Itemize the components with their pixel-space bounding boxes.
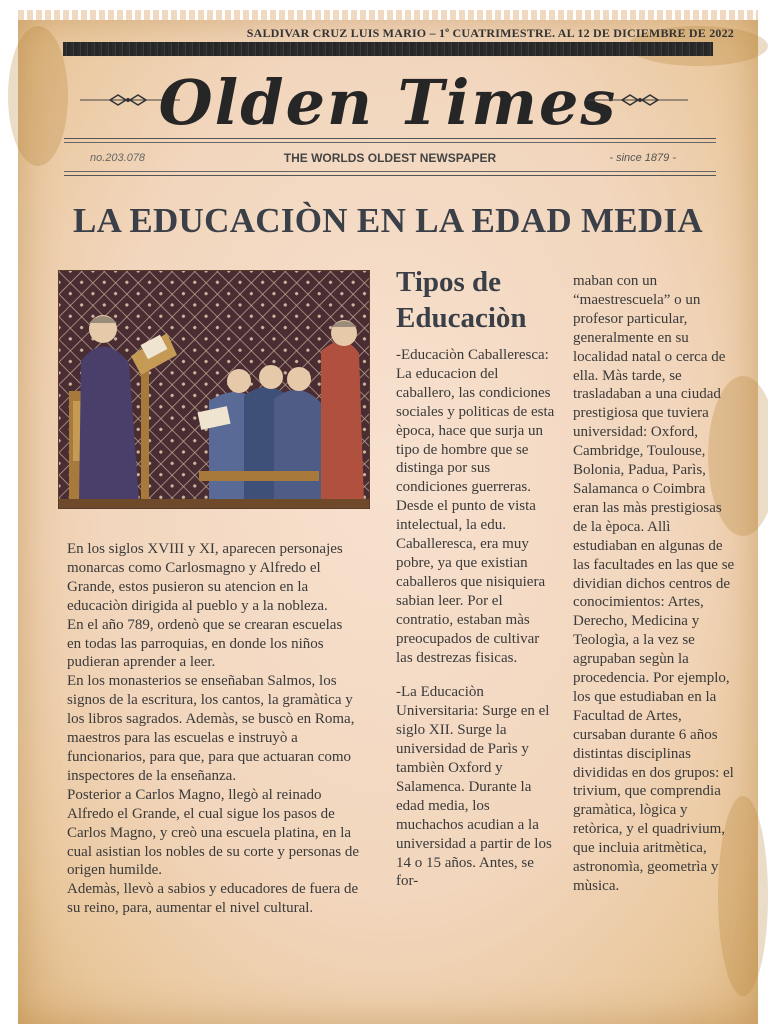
paragraph: En el año 789, ordenò que se crearan escuelas en todas las parroquias, en donde los niños pudieran aprender a leer. — [67, 616, 343, 671]
issue-number: no.203.078 — [90, 152, 146, 164]
article-headline: LA EDUCACIÒN EN LA EDAD MEDIA — [72, 201, 704, 240]
paragraph: En los siglos XVIII y XI, aparecen personajes monarcas como Carlosmagno y Alfredo el Grande, estos pusieron su atencion en la educaciòn dirigida al pueblo y a la nobleza. — [67, 541, 343, 614]
paragraph: Ademàs, llevò a sabios y educadores de fuera de su reino, para, aumentar el nivel cultural. — [67, 881, 359, 917]
masthead-bar — [63, 42, 713, 56]
masthead-title: Olden Times — [158, 66, 618, 139]
article-column-2 — [396, 346, 556, 891]
paragraph: -La Educaciòn Universitaria: Surge en el siglo XII. Surge la universidad de Parìs y tambièn Oxford y Salamenca. Durante la edad media, los muchachos acudian a la universidad a partir de los 14 o 15 años. Antes, se for- — [396, 684, 552, 890]
article-column-3 — [573, 272, 735, 896]
newspaper-page — [18, 16, 758, 1024]
since-year: - since 1879 - — [609, 152, 676, 164]
paragraph: En los monasterios se enseñaban Salmos, los signos de la escritura, los cantos, la gramàtica y los libros sagrados. Ademàs, se buscò en Roma, maestros para las escuelas e instruyò a funcionarios, para que, para que actuaran como inspectores de la enseñanza. — [67, 673, 355, 784]
masthead-subline — [64, 138, 716, 176]
paragraph: maban con un “maestrescuela” o un profesor particular, generalmente en su localidad natal o cerca de ella. Màs tarde, se trasladaban a una ciudad prestigiosa que tuviera universidad: Oxford, Cambridge, Toulouse, Bolonia, Padua, Parìs, Salamanca o Coimbra eran las màs prestigiosas de la època. Allì estudiaban en algunas de las facultades en las que se dividian dichos centros de conocimientos: Artes, Derecho, Medicina y Teologìa, a la vez se agrupaban segùn la procedencia. Por ejemplo, los que estudiaban en la Facultad de Artes, cursaban durante 6 años distintas disciplinas divididas en dos grupos: el trivium, que comprendia gramàtica, lògica y retòrica, y el quadrivium, que incluia aritmètica, astronomìa, geometrìa y mùsica. — [573, 273, 735, 894]
paragraph: -Educaciòn Caballeresca: La educacion del caballero, las condiciones sociales y politicas de esta època, hace que surja un tipo de hombre que se distinga por sus condiciones guerreras. Desde el punto de vista intelectual, la edu. Caballeresca, era muy pobre, ya que existian caballeros que nisiquiera sabian leer. Por el contratio, estaban màs preocupados de cultivar las destrezas fisicas. — [396, 347, 555, 666]
tagline: THE WORLDS OLDEST NEWSPAPER — [283, 151, 497, 165]
ornament-right-icon — [588, 94, 688, 106]
paragraph: Posterior a Carlos Magno, llegò al reinado Alfredo el Grande, el cual sigue los pasos de Carlos Magno, y creò una escuela platina, en la cual asistian los nobles de su corte y personas de origen humilde. — [67, 786, 360, 879]
author-date-line: SALDIVAR CRUZ LUIS MARIO – 1º CUATRIMESTRE. AL 12 DE DICIEMBRE DE 2022 — [246, 26, 734, 40]
section-title: Tipos de Educaciòn — [396, 266, 527, 334]
medieval-class-illustration — [58, 270, 370, 509]
article-column-1 — [67, 540, 359, 918]
